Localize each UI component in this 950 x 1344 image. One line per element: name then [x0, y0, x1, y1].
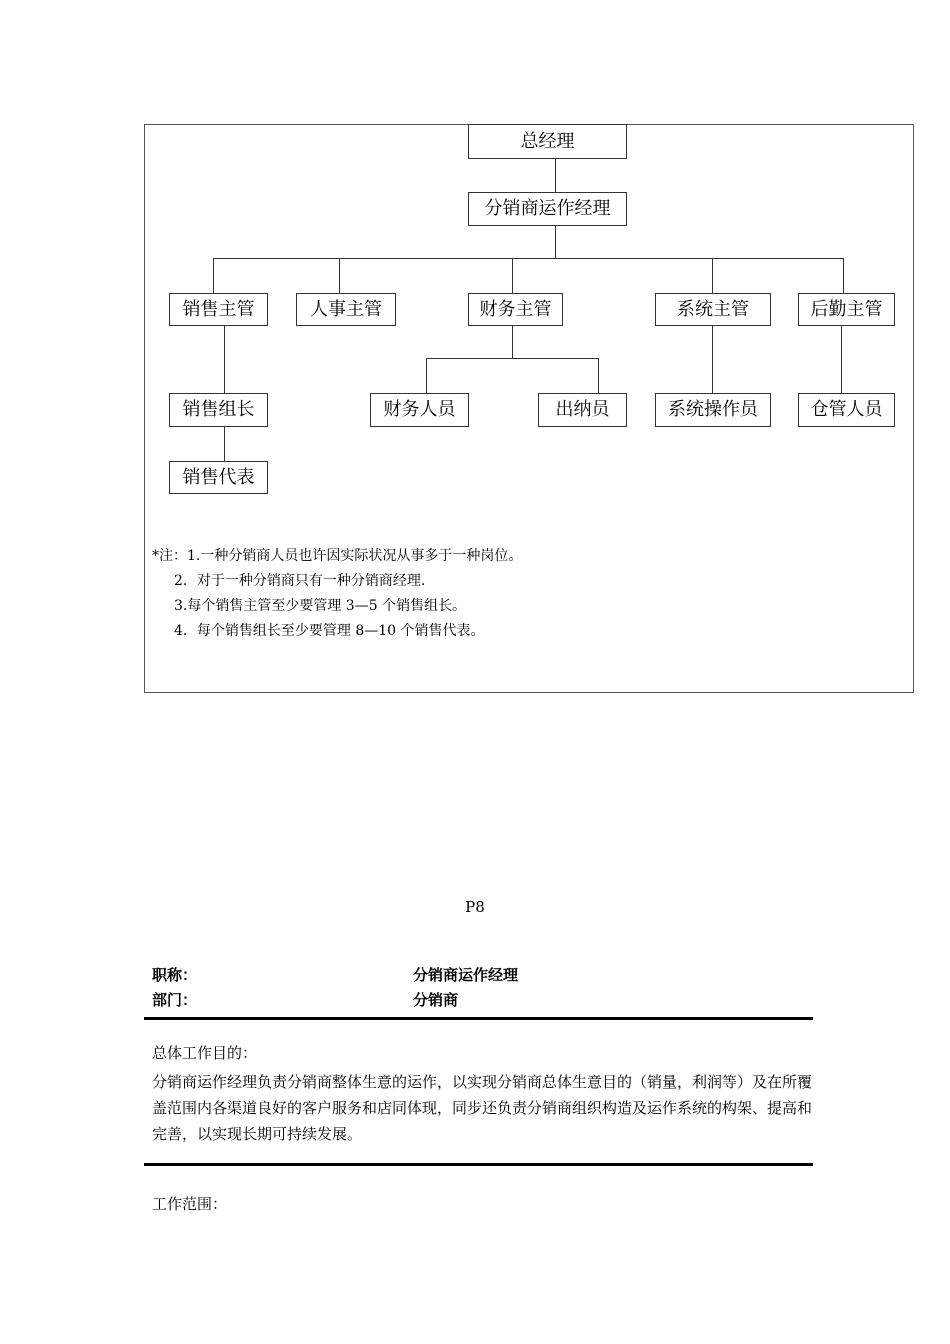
connector-line: [843, 258, 844, 293]
purpose-text: 分销商运作经理负责分销商整体生意的运作，以实现分销商总体生意目的（销量，利润等）及在所覆盖范围内各渠道良好的客户服务和店同体现，同步还负责分销商组织构造及运作系统的构架、提高和完善，以实现长期可持续发展。: [152, 1073, 813, 1143]
note-line-1: *注：1.一种分销商人员也许因实际状况从事多于一种岗位。: [152, 548, 523, 564]
node-sales-team-leader: 销售组长: [169, 393, 268, 427]
connector-line: [555, 225, 556, 259]
department-value: 分销商: [413, 991, 459, 1009]
node-logistics-supervisor: 后勤主管: [798, 293, 895, 326]
node-sales-supervisor: 销售主管: [169, 293, 268, 326]
connector-line: [555, 158, 556, 192]
connector-line: [512, 258, 513, 293]
connector-line: [426, 358, 599, 359]
node-warehouse-staff: 仓管人员: [798, 393, 895, 427]
node-cashier: 出纳员: [538, 393, 627, 427]
node-system-operator: 系统操作员: [655, 393, 771, 427]
divider-rule: [144, 1017, 813, 1020]
node-hr-supervisor: 人事主管: [296, 293, 396, 326]
connector-line: [339, 258, 340, 293]
connector-line: [841, 325, 842, 393]
connector-line: [426, 358, 427, 393]
divider-rule: [144, 1163, 813, 1166]
connector-line: [224, 325, 225, 393]
note-line-4: 4．每个销售组长至少要管理 8—10 个销售代表。: [174, 623, 485, 639]
node-finance-supervisor: 财务主管: [468, 293, 563, 326]
connector-line: [213, 258, 214, 293]
connector-line: [712, 325, 713, 393]
connector-line: [224, 426, 225, 461]
note-line-2: 2．对于一种分销商只有一种分销商经理.: [174, 573, 426, 589]
connector-line: [213, 258, 844, 259]
node-system-supervisor: 系统主管: [655, 293, 771, 326]
note-line-3: 3.每个销售主管至少要管理 3—5 个销售组长。: [174, 598, 467, 614]
connector-line: [512, 325, 513, 359]
node-finance-staff: 财务人员: [370, 393, 469, 427]
job-title-label: 职称：: [152, 966, 198, 984]
page-number: P8: [465, 898, 485, 916]
connector-line: [712, 258, 713, 293]
node-general-manager: 总经理: [468, 124, 627, 159]
node-sales-rep: 销售代表: [169, 461, 268, 494]
purpose-label: 总体工作目的：: [152, 1044, 258, 1062]
scope-label: 工作范围：: [152, 1195, 228, 1213]
node-distributor-manager: 分销商运作经理: [468, 192, 627, 226]
connector-line: [598, 358, 599, 393]
job-title-value: 分销商运作经理: [413, 966, 519, 984]
department-label: 部门：: [152, 991, 198, 1009]
